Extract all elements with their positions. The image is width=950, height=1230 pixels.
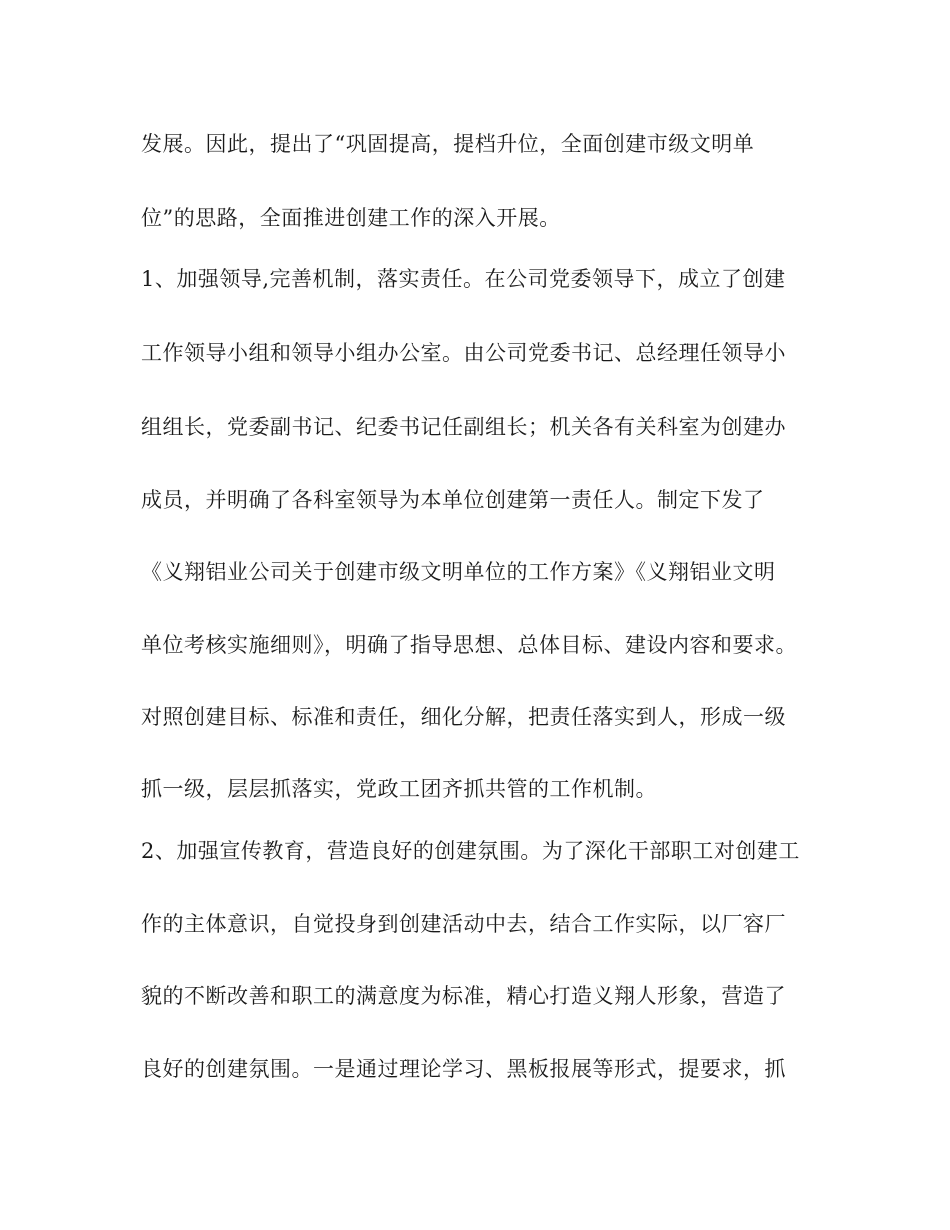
text-line: 位”的思路，全面推进创建工作的深入开展。 bbox=[141, 206, 561, 230]
text-line: 作的主体意识，自觉投身到创建活动中去，结合工作实际，以厂容厂 bbox=[141, 912, 786, 936]
text-line: 组组长，党委副书记、纪委书记任副组长；机关各有关科室为创建办 bbox=[141, 415, 786, 439]
text-line: 2、加强宣传教育，营造良好的创建氛围。为了深化干部职工对创建工 bbox=[141, 839, 800, 863]
text-line: 工作领导小组和领导小组办公室。由公司党委书记、总经理任领导小 bbox=[141, 341, 786, 365]
text-line: 貌的不断改善和职工的满意度为标准，精心打造义翔人形象，营造了 bbox=[141, 984, 786, 1008]
text-line: 抓一级，层层抓落实，党政工团齐抓共管的工作机制。 bbox=[141, 777, 657, 801]
text-line: 良好的创建氛围。一是通过理论学习、黑板报展等形式，提要求，抓 bbox=[141, 1057, 786, 1081]
text-line: 对照创建目标、标准和责任，细化分解，把责任落实到人，形成一级 bbox=[141, 705, 786, 729]
text-line: 成员，并明确了各科室领导为本单位创建第一责任人。制定下发了 bbox=[141, 488, 765, 512]
text-line: 《义翔铝业公司关于创建市级文明单位的工作方案》《义翔铝业文明 bbox=[141, 560, 776, 584]
text-line: 单位考核实施细则》，明确了指导思想、总体目标、建设内容和要求。 bbox=[141, 633, 797, 657]
text-line: 1、加强领导,完善机制，落实责任。在公司党委领导下，成立了创建 bbox=[141, 267, 786, 291]
text-line: 发展。因此，提出了“巩固提高，提档升位，全面创建市级文明单 bbox=[141, 132, 755, 156]
